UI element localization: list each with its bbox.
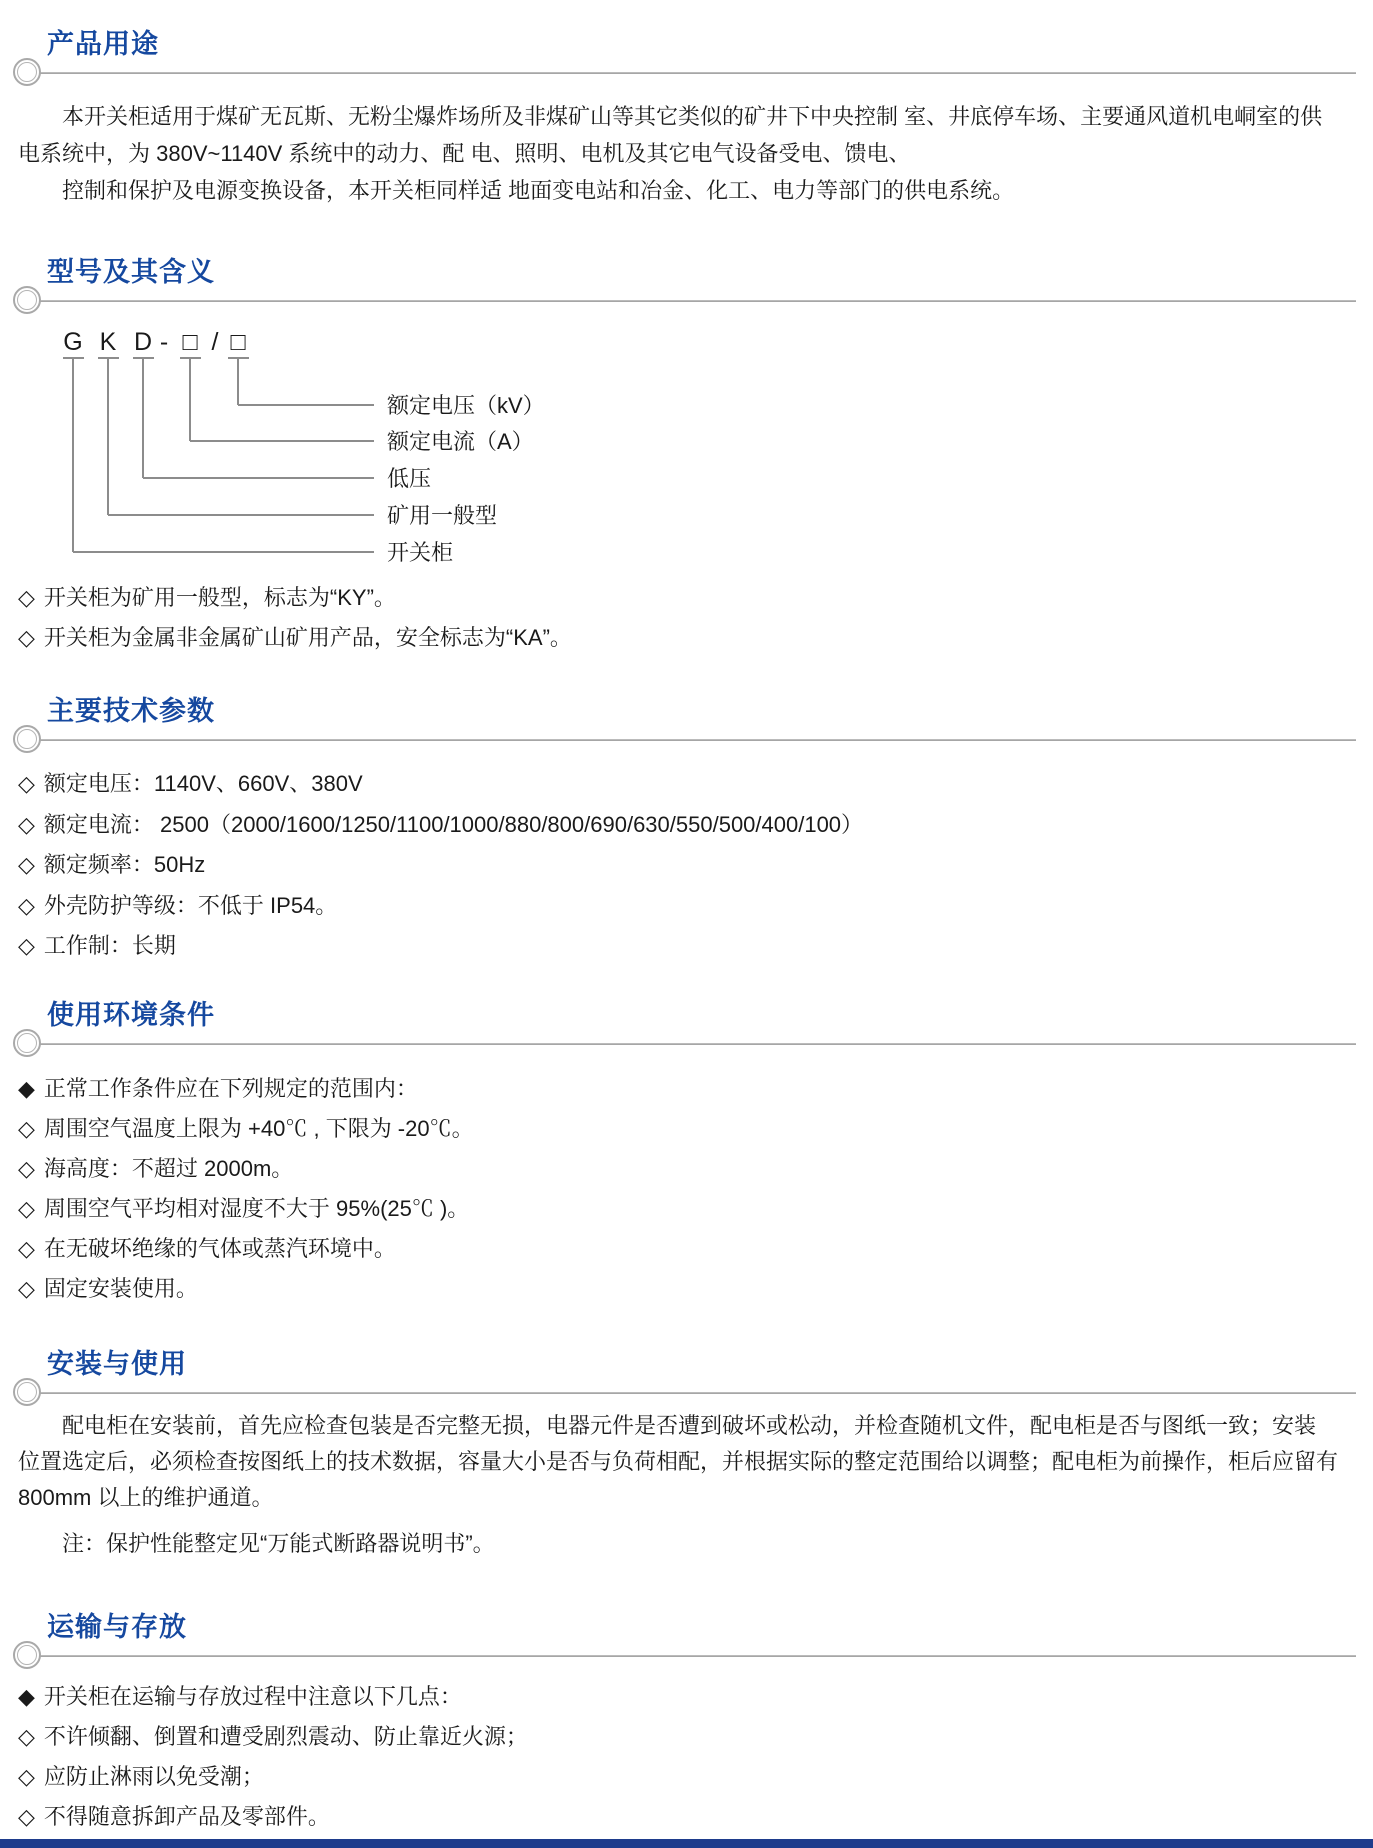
section-divider xyxy=(30,300,1356,302)
diamond-bullet-icon: ◇ xyxy=(18,1116,35,1141)
diamond-bullet-icon: ◇ xyxy=(18,933,35,958)
list-item-text: 额定电压：1140V、660V、380V xyxy=(43,771,363,796)
list-item xyxy=(18,1677,1355,1717)
diamond-bullet-icon: ◇ xyxy=(18,1236,35,1261)
section-model-meaning xyxy=(0,254,1373,658)
section-title: 型号及其含义 xyxy=(47,257,215,287)
model-diagram-label: 低压 xyxy=(387,466,432,491)
ring-icon xyxy=(13,58,41,86)
environment-condition-list xyxy=(18,1069,1355,1309)
paragraph-line: 800mm 以上的维护通道。 xyxy=(18,1485,274,1510)
section-installation-use xyxy=(0,1346,1373,1562)
model-code-char: / xyxy=(211,328,219,356)
section-divider xyxy=(30,1655,1356,1657)
diamond-bullet-icon: ◇ xyxy=(18,1276,35,1301)
list-item xyxy=(18,886,1355,927)
diamond-bullet-icon: ◇ xyxy=(18,811,35,837)
list-item-text: 不得随意拆卸产品及零部件。 xyxy=(43,1804,330,1829)
diamond-bullet-icon: ◇ xyxy=(18,585,35,610)
list-item-text: 周围空气温度上限为 +40℃ , 下限为 -20℃。 xyxy=(43,1116,474,1141)
section-product-usage xyxy=(0,26,1373,209)
diamond-bullet-icon: ◆ xyxy=(18,1076,35,1101)
transport-note-list xyxy=(18,1677,1355,1837)
list-item xyxy=(18,1069,1355,1109)
section-divider xyxy=(30,1392,1356,1394)
list-item xyxy=(18,1757,1355,1797)
tech-parameter-list xyxy=(18,764,1355,967)
model-code-char: □ xyxy=(182,328,198,356)
section-environment-conditions xyxy=(0,997,1373,1309)
ring-icon xyxy=(13,286,41,314)
list-item-text: 固定安装使用。 xyxy=(43,1276,198,1301)
section-divider xyxy=(30,739,1356,741)
model-diagram-label: 矿用一般型 xyxy=(387,503,498,528)
diamond-bullet-icon: ◇ xyxy=(18,1156,35,1181)
list-item xyxy=(18,845,1355,886)
list-item-text: 不许倾翻、倒置和遭受剧烈震动、防止靠近火源； xyxy=(43,1724,528,1749)
section-title: 产品用途 xyxy=(47,29,159,59)
ring-icon xyxy=(13,1641,41,1669)
list-item-text: 工作制：长期 xyxy=(43,933,176,958)
list-item-text: 开关柜为矿用一般型，标志为“KY”。 xyxy=(43,585,396,610)
model-code-char: G xyxy=(63,328,83,356)
ring-icon xyxy=(13,1378,41,1406)
section-title: 运输与存放 xyxy=(47,1612,187,1642)
install-paragraph xyxy=(18,1408,1355,1562)
list-item xyxy=(18,1797,1355,1837)
model-diagram-label: 额定电流（A） xyxy=(387,429,534,454)
diamond-bullet-icon: ◇ xyxy=(18,1764,35,1789)
paragraph-line: 本开关柜适用于煤矿无瓦斯、无粉尘爆炸场所及非煤矿山等其它类似的矿井下中央控制 室、井底停车场、主要通风道机电峒室的供 xyxy=(62,104,1323,129)
model-code-char: □ xyxy=(230,328,246,356)
model-notes xyxy=(18,578,1355,658)
diamond-bullet-icon: ◇ xyxy=(18,1804,35,1829)
diamond-bullet-icon: ◇ xyxy=(18,625,35,650)
usage-paragraph xyxy=(18,98,1355,209)
list-item xyxy=(18,618,1355,658)
list-item xyxy=(18,1149,1355,1189)
list-item-text: 在无破坏绝缘的气体或蒸汽环境中。 xyxy=(43,1236,396,1261)
diamond-bullet-icon: ◇ xyxy=(18,1724,35,1749)
list-item xyxy=(18,1269,1355,1309)
diamond-bullet-icon: ◇ xyxy=(18,892,35,918)
section-title: 使用环境条件 xyxy=(47,1000,215,1030)
list-item-text: 正常工作条件应在下列规定的范围内： xyxy=(43,1076,418,1101)
section-divider xyxy=(30,72,1356,74)
section-title: 主要技术参数 xyxy=(47,696,215,726)
list-item xyxy=(18,1189,1355,1229)
model-code-char: D xyxy=(133,328,153,356)
list-item-text: 开关柜在运输与存放过程中注意以下几点： xyxy=(43,1684,462,1709)
list-item xyxy=(18,1229,1355,1269)
ring-icon xyxy=(13,1029,41,1057)
list-item-text: 外壳防护等级：不低于 IP54。 xyxy=(43,892,338,918)
list-item xyxy=(18,926,1355,967)
list-item-text: 额定频率：50Hz xyxy=(43,852,206,877)
list-item xyxy=(18,764,1355,805)
footer-accent-bar xyxy=(0,1839,1373,1848)
section-transport-storage xyxy=(0,1609,1373,1837)
diamond-bullet-icon: ◇ xyxy=(18,852,35,877)
list-item-text: 海高度：不超过 2000m。 xyxy=(43,1156,294,1181)
list-item-text: 周围空气平均相对湿度不大于 95%(25℃ )。 xyxy=(43,1196,470,1221)
list-item-text: 开关柜为金属非金属矿山矿用产品，安全标志为“KA”。 xyxy=(43,625,572,650)
model-diagram-label: 额定电压（kV） xyxy=(387,393,545,418)
install-note: 注：保护性能整定见“万能式断路器说明书”。 xyxy=(62,1531,495,1556)
list-item xyxy=(18,805,1355,846)
ring-icon xyxy=(13,725,41,753)
list-item xyxy=(18,1109,1355,1149)
list-item xyxy=(18,1717,1355,1757)
paragraph-line: 配电柜在安装前，首先应检查包装是否完整无损，电器元件是否遭到破坏或松动，并检查随机文件，配电柜是否与图纸一致；安装 xyxy=(62,1413,1317,1438)
section-divider xyxy=(30,1043,1356,1045)
paragraph-line: 控制和保护及电源变换设备，本开关柜同样适 地面变电站和冶金、化工、电力等部门的供电系统。 xyxy=(62,178,1015,203)
model-code-char: K xyxy=(99,328,117,356)
section-title: 安装与使用 xyxy=(47,1349,187,1379)
paragraph-line: 位置选定后，必须检查按图纸上的技术数据，容量大小是否与负荷相配，并根据实际的整定范围给以调整；配电柜为前操作，柜后应留有 xyxy=(18,1449,1339,1474)
diamond-bullet-icon: ◆ xyxy=(18,1684,35,1709)
model-designation-diagram xyxy=(0,318,1340,570)
diamond-bullet-icon: ◇ xyxy=(18,1196,35,1221)
list-item-text: 额定电流： 2500（2000/1600/1250/1100/1000/880/800/690/630/550/500/400/100） xyxy=(43,811,864,837)
paragraph-line: 电系统中，为 380V~1140V 系统中的动力、配 电、照明、电机及其它电气设备受电、馈电、 xyxy=(18,141,911,166)
list-item xyxy=(18,578,1355,618)
diamond-bullet-icon: ◇ xyxy=(18,771,35,796)
section-tech-parameters xyxy=(0,693,1373,967)
model-code-char: - xyxy=(159,328,169,356)
list-item-text: 应防止淋雨以免受潮； xyxy=(43,1764,264,1789)
model-diagram-label: 开关柜 xyxy=(387,540,454,565)
